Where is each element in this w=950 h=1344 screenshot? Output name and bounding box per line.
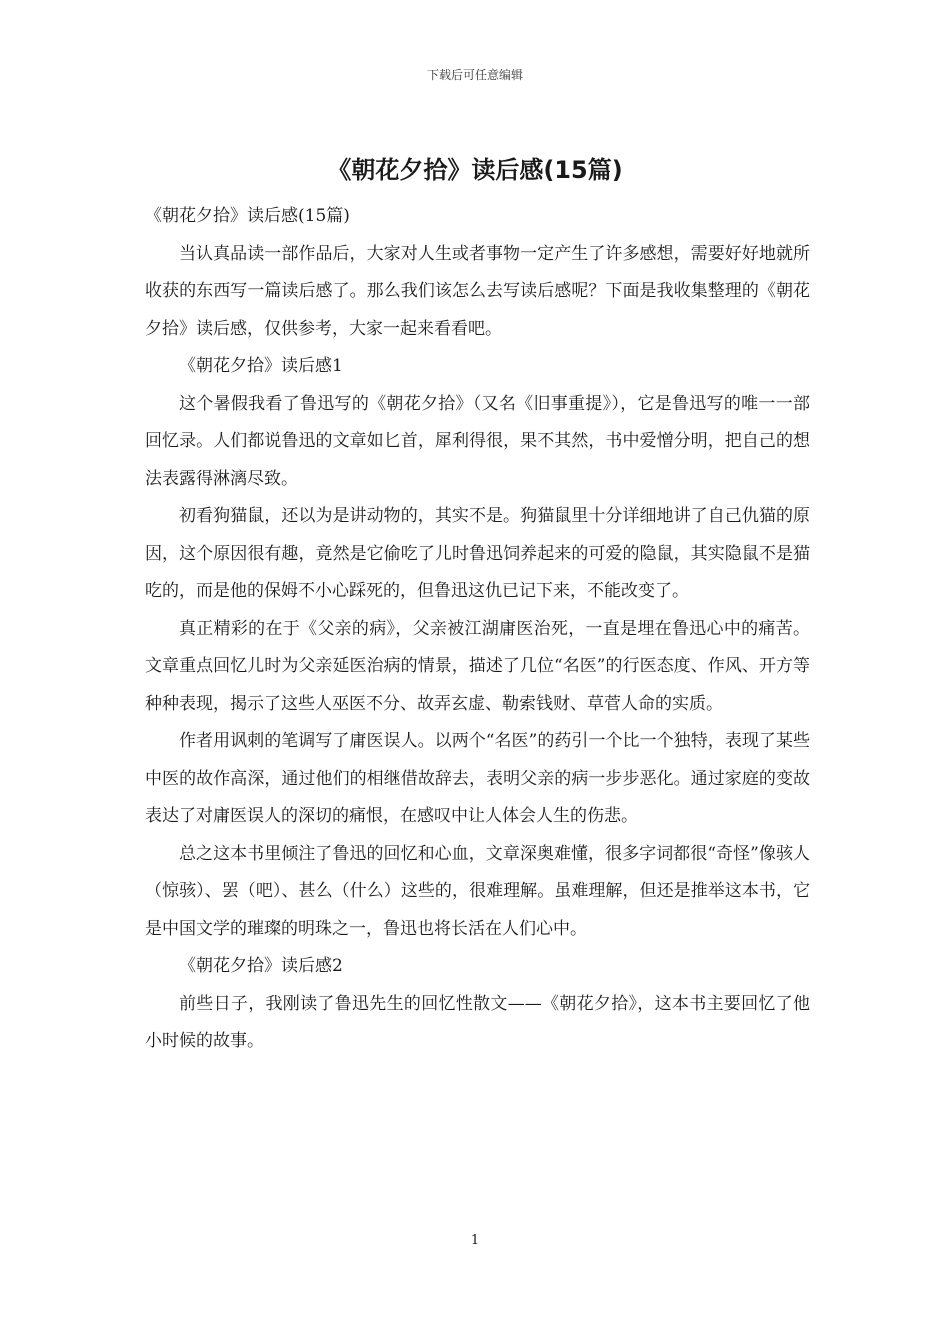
document-body xyxy=(145,198,810,1061)
section-heading-1: 《朝花夕拾》读后感1 xyxy=(179,356,343,376)
paragraph: 前些日子，我刚读了鲁迅先生的回忆性散文——《朝花夕拾》，这本书主要回忆了他小时候的故事。 xyxy=(145,993,810,1051)
paragraph: 这个暑假我看了鲁迅写的《朝花夕拾》（又名《旧事重提》），它是鲁迅写的唯一一部回忆录。人们都说鲁迅的文章如匕首，犀利得很，果不其然，书中爱憎分明，把自己的想法表露得淋漓尽致。 xyxy=(145,393,810,489)
paragraph: 初看狗猫鼠，还以为是讲动物的，其实不是。狗猫鼠里十分详细地讲了自己仇猫的原因，这个原因很有趣，竟然是它偷吃了儿时鲁迅饲养起来的可爱的隐鼠，其实隐鼠不是猫吃的，而是他的保姆不小心踩死的，但鲁迅这仇已记下来，不能改变了。 xyxy=(145,506,810,601)
document-title: 《朝花夕拾》读后感(15篇) xyxy=(327,156,623,184)
page-number: 1 xyxy=(470,1233,480,1248)
paragraph: 总之这本书里倾注了鲁迅的回忆和心血，文章深奥难懂，很多字词都很“奇怪”像骇人（惊骇）、罢（吧）、甚么（什么）这些的，很难理解。虽难理解，但还是推举这本书，它是中国文学的璀璨的明珠之一，鲁迅也将长活在人们心中。 xyxy=(145,843,810,939)
header-note: 下载后可任意编辑 xyxy=(426,68,523,82)
section-heading-2: 《朝花夕拾》读后感2 xyxy=(179,956,343,976)
paragraph: 作者用讽刺的笔调写了庸医误人。以两个“名医”的药引一个比一个独特，表现了某些中医的故作高深，通过他们的相继借故辞去，表明父亲的病一步步恶化。通过家庭的变故表达了对庸医误人的深切的痛恨，在感叹中让人体会人生的伤悲。 xyxy=(145,731,810,826)
paragraph: 真正精彩的在于《父亲的病》，父亲被江湖庸医治死，一直是埋在鲁迅心中的痛苦。文章重点回忆儿时为父亲延医治病的情景，描述了几位“名医”的行医态度、作风、开方等种种表现，揭示了这些人巫医不分、故弄玄虚、勒索钱财、草菅人命的实质。 xyxy=(145,618,810,714)
paragraph-intro: 当认真品读一部作品后，大家对人生或者事物一定产生了许多感想，需要好好地就所收获的东西写一篇读后感了。那么我们该怎么去写读后感呢？下面是我收集整理的《朝花夕拾》读后感，仅供参考，大家一起来看看吧。 xyxy=(145,243,810,339)
subtitle: 《朝花夕拾》读后感(15篇) xyxy=(145,206,350,226)
